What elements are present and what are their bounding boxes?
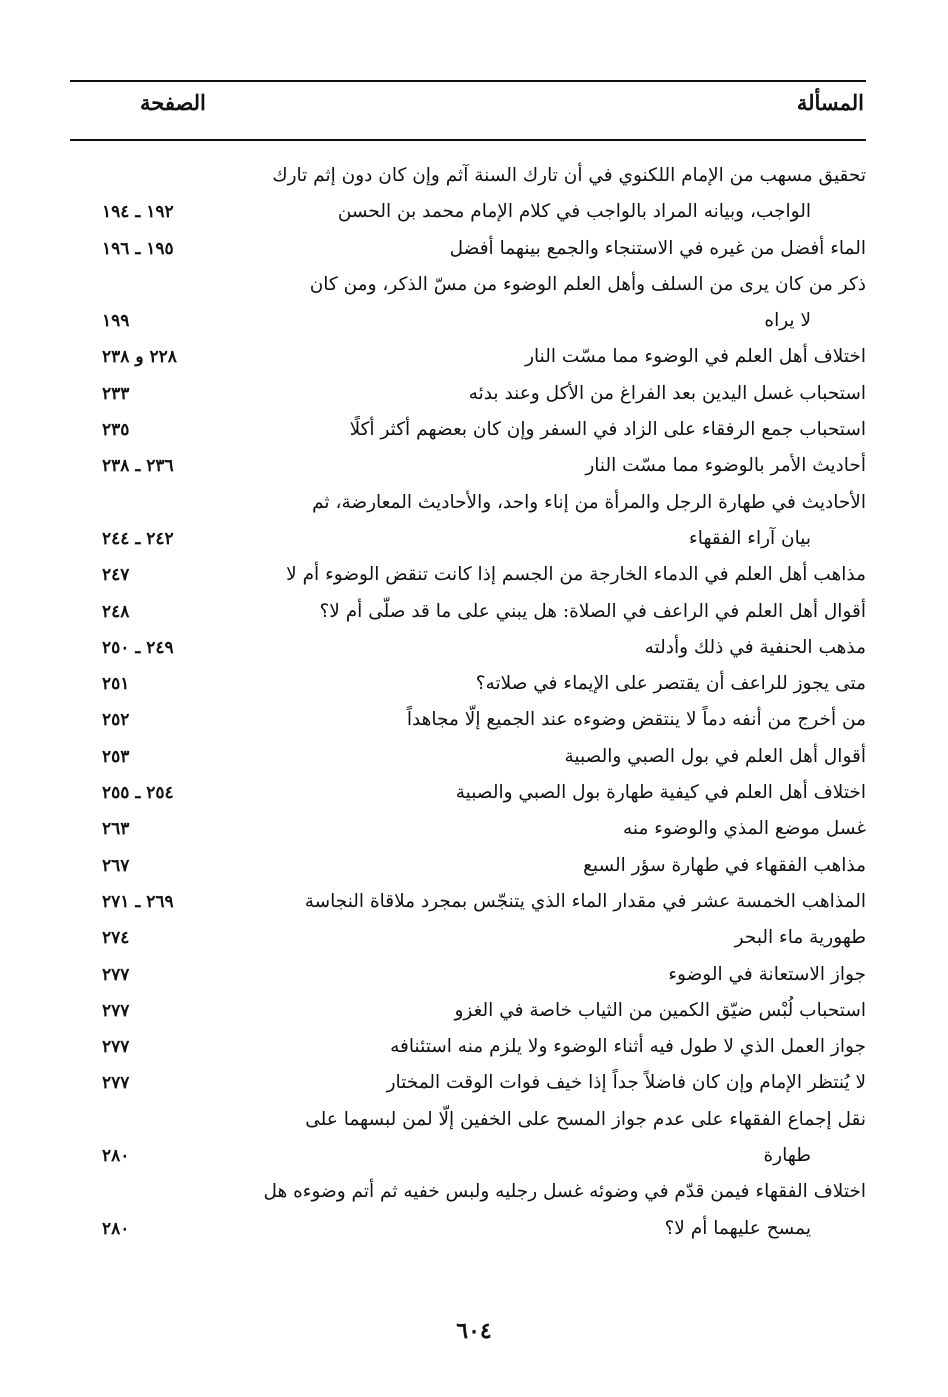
entry-text: متى يجوز للراعف أن يقتصر على الإيماء في صلاته؟: [475, 673, 866, 695]
index-entry-line: [70, 993, 866, 1029]
entry-page: ٢٤٨: [102, 601, 130, 622]
entry-text: غسل موضع المذي والوضوء منه: [622, 818, 866, 840]
entry-page: ١٩٩: [102, 311, 130, 332]
entry-text: مذهب الحنفية في ذلك وأدلته: [644, 636, 866, 658]
header-rule: [70, 139, 866, 141]
index-entry-line: [70, 1138, 866, 1174]
entry-text: ذكر من كان يرى من السلف وأهل العلم الوضوء من مسّ الذكر، ومن كان: [309, 273, 866, 295]
index-entry-line: [70, 957, 866, 993]
page-number: ٦٠٤: [456, 1318, 492, 1344]
index-entry-line: [70, 412, 866, 448]
index-entry-line: [70, 739, 866, 775]
entry-text: استحباب جمع الرفقاء على الزاد في السفر وإن كان بعضهم أكثر أكلًا: [349, 419, 866, 441]
index-entry-line: [70, 194, 866, 230]
entry-page: ٢٧٧: [102, 964, 130, 985]
entry-text: اختلاف الفقهاء فيمن قدّم في وضوئه غسل رجليه ولبس خفيه ثم أتم وضوءه هل: [263, 1181, 866, 1203]
index-entry-line: [70, 1065, 866, 1101]
entry-text: اختلاف أهل العلم في كيفية طهارة بول الصبي والصبية: [455, 782, 866, 804]
entry-page: ٢٤٢ ـ ٢٤٤: [102, 528, 174, 549]
entry-text: اختلاف أهل العلم في الوضوء مما مسّت النار: [525, 346, 866, 368]
index-entry-line: [70, 884, 866, 920]
entry-page: ٢٥١: [102, 674, 130, 695]
index-entries: [70, 158, 866, 1247]
entry-text: الواجب، وبيانه المراد بالواجب في كلام الإمام محمد بن الحسن: [337, 201, 811, 223]
index-entry-line: [70, 448, 866, 484]
entry-page: ٢٤٩ ـ ٢٥٠: [102, 637, 174, 658]
entry-page: ٢٥٤ ـ ٢٥٥: [102, 783, 174, 804]
index-entry-line: [70, 811, 866, 847]
index-entry-line: [70, 630, 866, 666]
entry-page: ٢٣٣: [102, 383, 130, 404]
index-entry-line: [70, 920, 866, 956]
entry-page: ٢٨٠: [102, 1218, 130, 1239]
entry-page: ٢٧٧: [102, 1000, 130, 1021]
page-column-header: الصفحة: [140, 90, 206, 115]
entry-text: لا يراه: [764, 310, 811, 332]
index-entry-line: [70, 158, 866, 194]
index-entry-line: [70, 1211, 866, 1247]
index-entry-line: [70, 485, 866, 521]
entry-page: ٢٧٧: [102, 1073, 130, 1094]
entry-page: ١٩٥ ـ ١٩٦: [102, 238, 174, 259]
entry-text: استحباب غسل اليدين بعد الفراغ من الأكل وعند بدئه: [468, 382, 866, 404]
entry-page: ٢٥٢: [102, 710, 130, 731]
entry-page: ٢٧٤: [102, 928, 130, 949]
index-entry-line: [70, 1029, 866, 1065]
entry-text: بيان آراء الفقهاء: [689, 527, 811, 549]
issue-column-header: المسألة: [796, 90, 864, 115]
entry-text: المذاهب الخمسة عشر في مقدار الماء الذي يتنجّس بمجرد ملاقاة النجاسة: [304, 890, 866, 912]
entry-page: ٢٨٠: [102, 1146, 130, 1167]
entry-text: طهارة: [763, 1145, 811, 1167]
entry-page: ٢٣٥: [102, 420, 130, 441]
index-entry-line: [70, 376, 866, 412]
entry-text: الماء أفضل من غيره في الاستنجاء والجمع بينهما أفضل: [449, 237, 866, 259]
entry-page: ١٩٢ ـ ١٩٤: [102, 202, 174, 223]
entry-text: نقل إجماع الفقهاء على عدم جواز المسح على الخفين إلّا لمن لبسهما على: [305, 1108, 866, 1130]
entry-text: الأحاديث في طهارة الرجل والمرأة من إناء واحد، والأحاديث المعارضة، ثم: [312, 491, 866, 513]
index-entry-line: [70, 521, 866, 557]
entry-text: مذاهب أهل العلم في الدماء الخارجة من الجسم إذا كانت تنقض الوضوء أم لا: [286, 564, 866, 586]
entry-page: ٢٧٧: [102, 1037, 130, 1058]
top-rule: [70, 80, 866, 82]
index-entry-line: [70, 666, 866, 702]
index-entry-line: [70, 1102, 866, 1138]
entry-page: ٢٤٧: [102, 565, 130, 586]
index-entry-line: [70, 339, 866, 375]
index-entry-line: [70, 231, 866, 267]
entry-text: استحباب لُبْس ضيّق الكمين من الثياب خاصة في الغزو: [454, 999, 866, 1021]
index-entry-line: [70, 594, 866, 630]
entry-text: جواز الاستعانة في الوضوء: [668, 963, 866, 985]
index-entry-line: [70, 702, 866, 738]
index-entry-line: [70, 775, 866, 811]
entry-text: من أخرج من أنفه دماً لا ينتقض وضوءه عند الجميع إلّا مجاهداً: [406, 709, 866, 731]
entry-text: أقوال أهل العلم في بول الصبي والصبية: [564, 745, 866, 767]
entry-text: مذاهب الفقهاء في طهارة سؤر السبع: [583, 854, 866, 876]
entry-text: طهورية ماء البحر: [734, 927, 866, 949]
index-entry-line: [70, 1174, 866, 1210]
entry-text: أحاديث الأمر بالوضوء مما مسّت النار: [585, 455, 866, 477]
entry-text: يمسح عليهما أم لا؟: [664, 1217, 811, 1239]
entry-text: لا يُنتظر الإمام وإن كان فاضلاً جداً إذا خيف فوات الوقت المختار: [386, 1072, 866, 1094]
entry-page: ٢٦٧: [102, 855, 130, 876]
index-entry-line: [70, 557, 866, 593]
entry-page: ٢٦٩ ـ ٢٧١: [102, 891, 174, 912]
index-entry-line: [70, 267, 866, 303]
entry-text: تحقيق مسهب من الإمام اللكنوي في أن تارك السنة آثم وإن كان دون إثم تارك: [272, 165, 866, 186]
entry-page: ٢٢٨ و ٢٣٨: [102, 347, 177, 368]
entry-page: ٢٦٣: [102, 819, 130, 840]
index-entry-line: [70, 848, 866, 884]
entry-page: ٢٥٣: [102, 746, 130, 767]
entry-text: جواز العمل الذي لا طول فيه أثناء الوضوء ولا يلزم منه استئنافه: [390, 1036, 866, 1058]
entry-page: ٢٣٦ ـ ٢٣٨: [102, 456, 174, 477]
index-entry-line: [70, 303, 866, 339]
entry-text: أقوال أهل العلم في الراعف في الصلاة: هل يبني على ما قد صلّى أم لا؟: [319, 600, 866, 622]
